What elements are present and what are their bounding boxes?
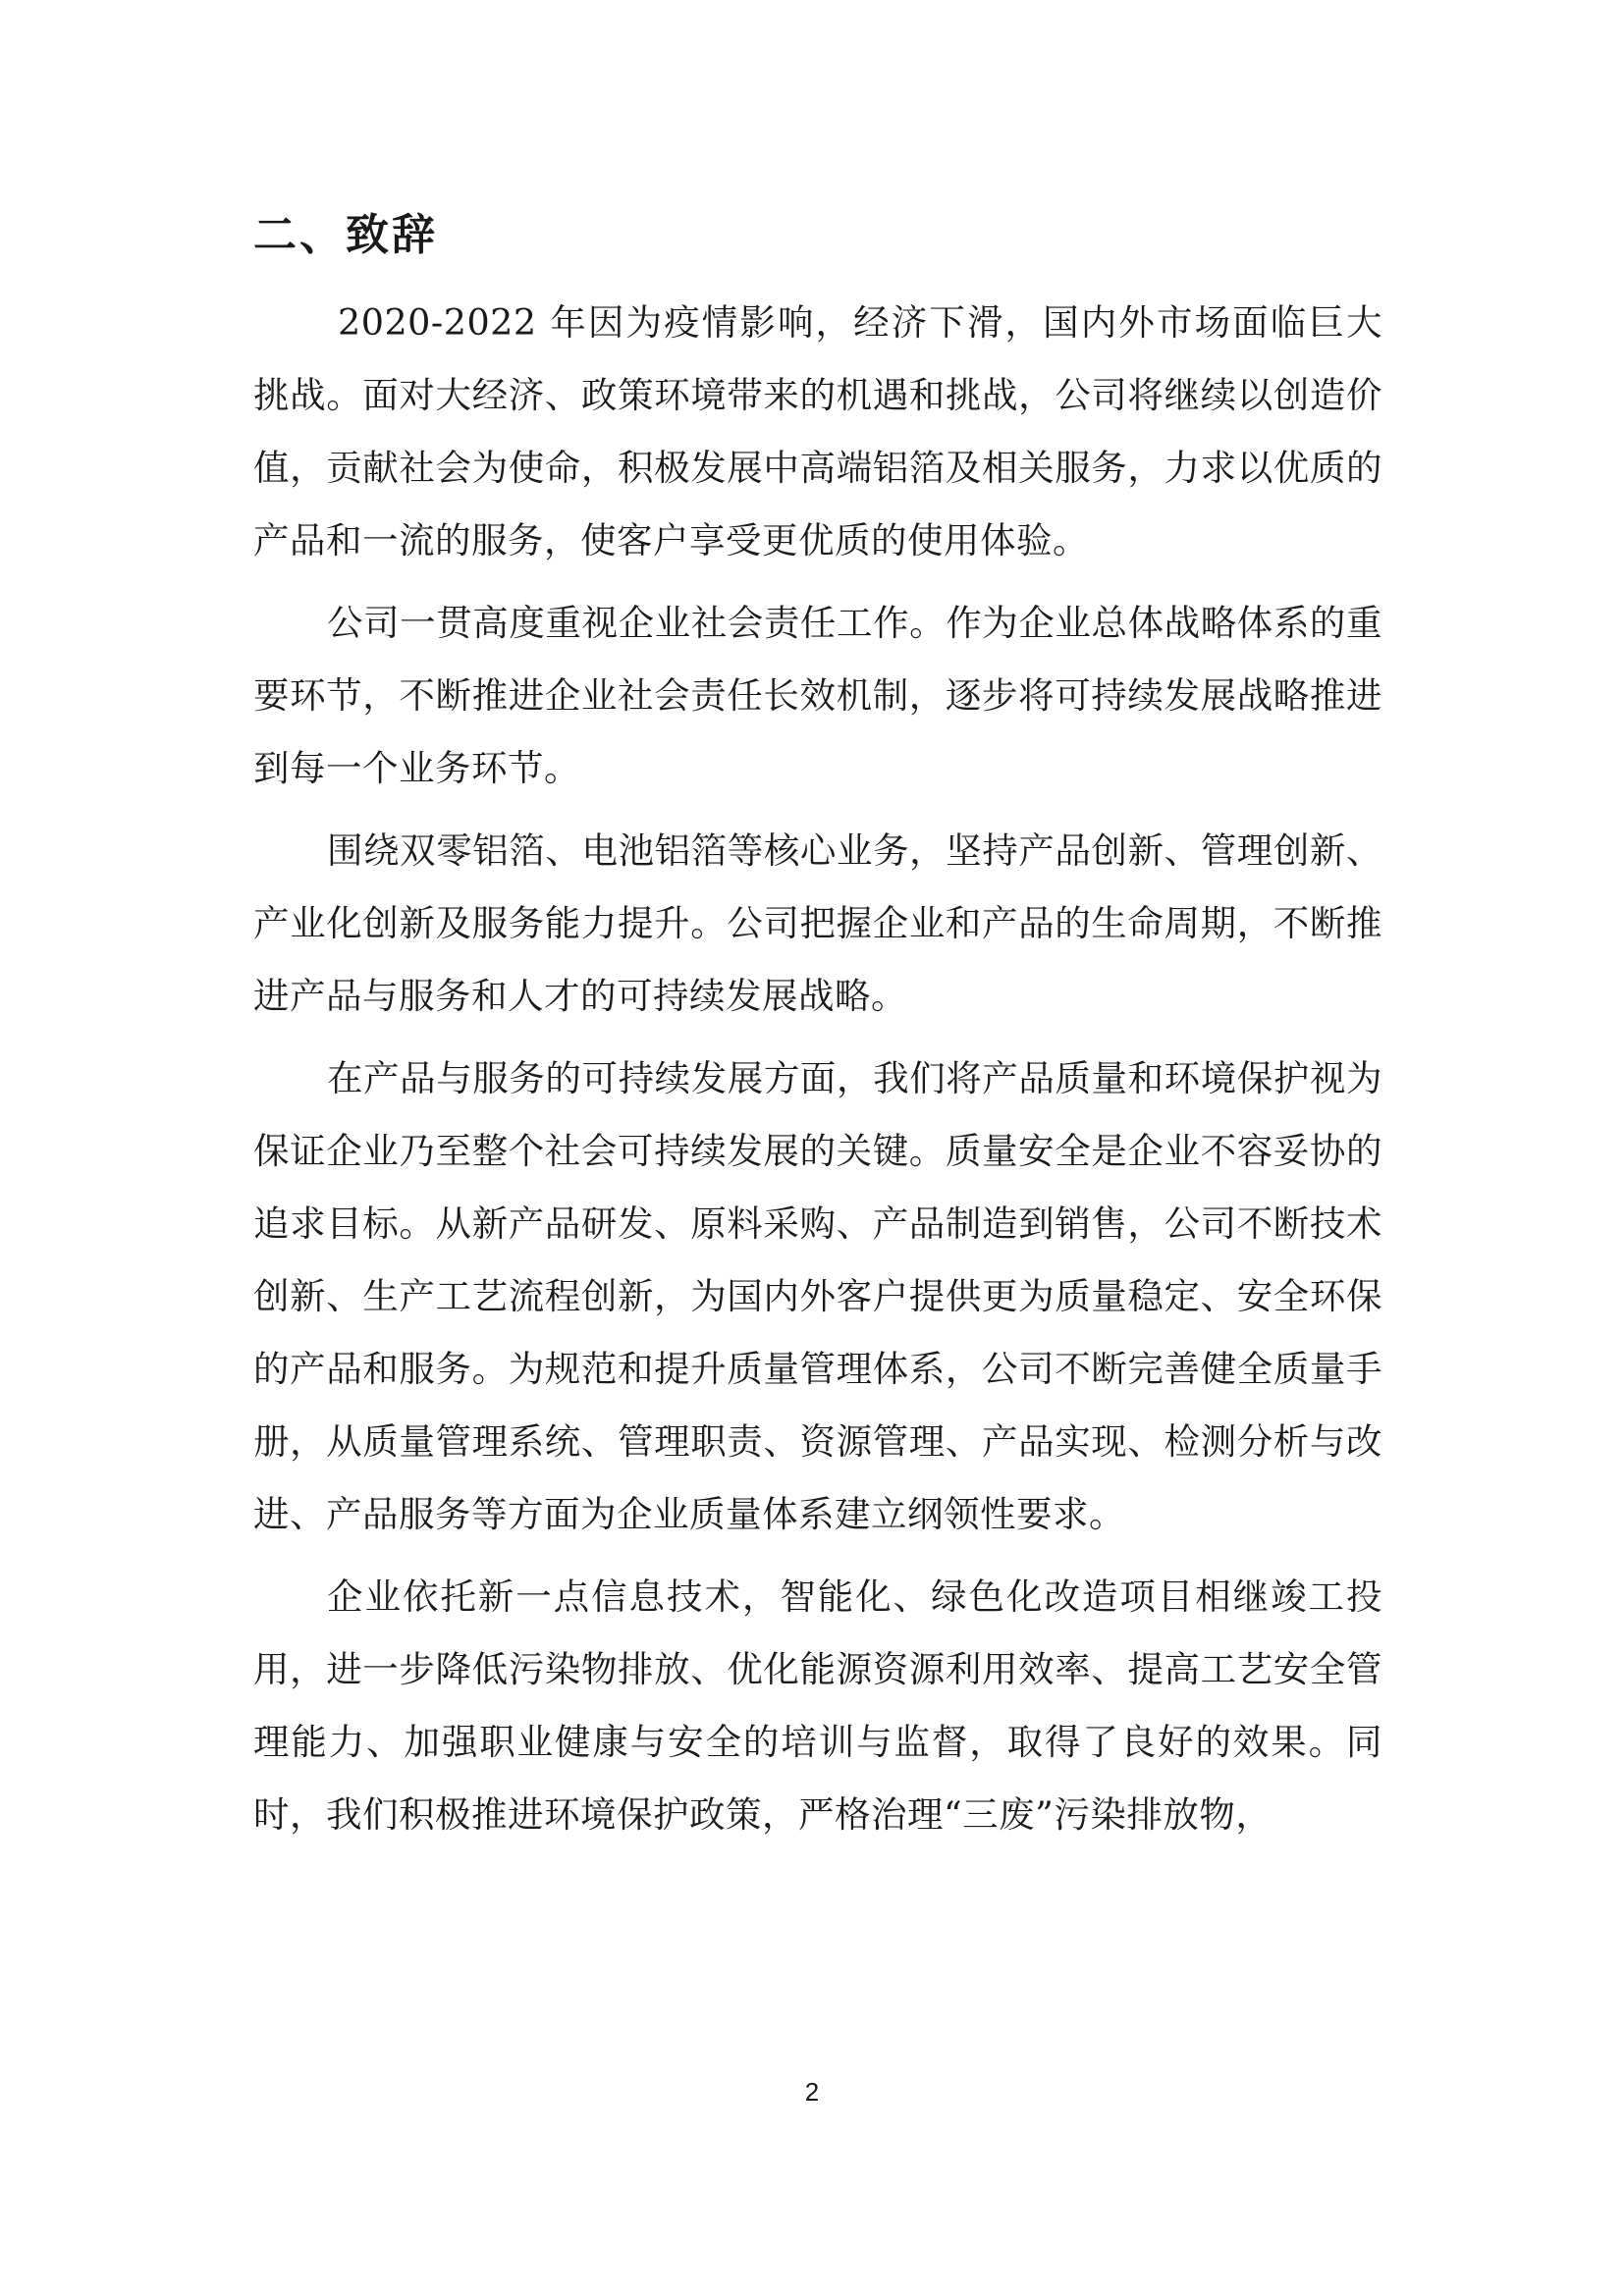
paragraph-5: 企业依托新一点信息技术，智能化、绿色化改造项目相继竣工投用，进一步降低污染物排放、优化能源资源利用效率、提高工艺安全管理能力、加强职业健康与安全的培训与监督，取得了良好的效果。同时，我们积极推进环境保护政策，严格治理“三废”污染排放物， — [253, 1575, 1382, 1836]
paragraph-3: 围绕双零铝箔、电池铝箔等核心业务，坚持产品创新、管理创新、产业化创新及服务能力提升。公司把握企业和产品的生命周期，不断推进产品与服务和人才的可持续发展战略。 — [253, 829, 1382, 1017]
paragraph-1: 2020-2022 年因为疫情影响，经济下滑，国内外市场面临巨大挑战。面对大经济、政策环境带来的机遇和挑战，公司将继续以创造价值，贡献社会为使命，积极发展中高端铝箔及相关服务，力求以优质的产品和一流的服务，使客户享受更优质的使用体验。 — [253, 301, 1382, 561]
page-number: 2 — [804, 2077, 820, 2107]
body-text — [253, 287, 1382, 1861]
paragraph-4: 在产品与服务的可持续发展方面，我们将产品质量和环境保护视为保证企业乃至整个社会可持续发展的关键。质量安全是企业不容妥协的追求目标。从新产品研发、原料采购、产品制造到销售，公司不断技术创新、生产工艺流程创新，为国内外客户提供更为质量稳定、安全环保的产品和服务。为规范和提升质量管理体系，公司不断完善健全质量手册，从质量管理系统、管理职责、资源管理、产品实现、检测分析与改进、产品服务等方面为企业质量体系建立纲领性要求。 — [253, 1057, 1382, 1535]
section-heading: 二、致辞 — [253, 210, 438, 260]
paragraph-2: 公司一贯高度重视企业社会责任工作。作为企业总体战略体系的重要环节，不断推进企业社会责任长效机制，逐步将可持续发展战略推进到每一个业务环节。 — [253, 602, 1382, 789]
